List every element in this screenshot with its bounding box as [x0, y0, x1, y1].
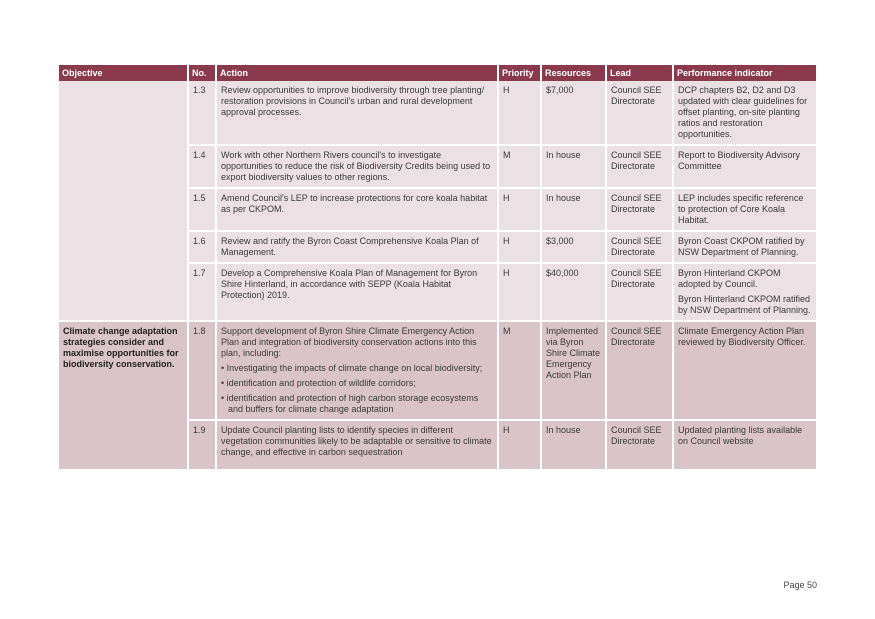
row-no: 1.8: [188, 321, 216, 420]
row-action: Review and ratify the Byron Coast Comprehensive Koala Plan of Management.: [216, 231, 498, 263]
row-resources: In house: [541, 188, 606, 231]
action-intro: Support development of Byron Shire Climate Emergency Action Plan and integration of biodiversity conservation actions into this plan, including:: [221, 326, 477, 358]
indicator-line-2: Byron Hinterland CKPOM ratified by NSW Department of Planning.: [678, 294, 811, 315]
row-indicator: LEP includes specific reference to protection of Core Koala Habitat.: [673, 188, 816, 231]
header-performance-indicator: Performance indicator: [673, 65, 816, 81]
action-bullet: • identification and protection of high carbon storage ecosystems and buffers for climate change adaptation: [221, 393, 479, 414]
row-indicator: [673, 263, 816, 321]
row-resources: Implemented via Byron Shire Climate Emergency Action Plan: [541, 321, 606, 420]
action-plan-table: [59, 65, 816, 471]
row-action: Amend Council's LEP to increase protections for core koala habitat as per CKPOM.: [216, 188, 498, 231]
row-priority: H: [498, 263, 541, 321]
row-priority: M: [498, 145, 541, 188]
row-resources: $7,000: [541, 81, 606, 145]
row-no: 1.3: [188, 81, 216, 145]
row-priority: M: [498, 321, 541, 420]
row-no: 1.6: [188, 231, 216, 263]
objective-climate-change: Climate change adaptation strategies consider and maximise opportunities for biodiversity conservation.: [59, 321, 188, 470]
header-lead: Lead: [606, 65, 673, 81]
row-resources: In house: [541, 145, 606, 188]
row-lead: Council SEE Directorate: [606, 188, 673, 231]
row-indicator: Report to Biodiversity Advisory Committee: [673, 145, 816, 188]
indicator-line-1: Byron Hinterland CKPOM adopted by Council.: [678, 268, 781, 289]
header-priority: Priority: [498, 65, 541, 81]
row-priority: H: [498, 231, 541, 263]
row-no: 1.7: [188, 263, 216, 321]
row-priority: H: [498, 188, 541, 231]
header-objective: Objective: [59, 65, 188, 81]
table-row: [59, 321, 816, 420]
row-lead: Council SEE Directorate: [606, 145, 673, 188]
row-lead: Council SEE Directorate: [606, 263, 673, 321]
row-action: Update Council planting lists to identify species in different vegetation communities likely to be adaptable or sensitive to climate change, and effective in carbon sequestration: [216, 420, 498, 470]
objective-cell-empty: [59, 81, 188, 321]
action-bullet: • Investigating the impacts of climate change on local biodiversity;: [221, 363, 483, 373]
header-resources: Resources: [541, 65, 606, 81]
row-lead: Council SEE Directorate: [606, 420, 673, 470]
table-header-row: [59, 65, 816, 81]
row-lead: Council SEE Directorate: [606, 321, 673, 420]
row-resources: $3,000: [541, 231, 606, 263]
row-priority: H: [498, 81, 541, 145]
row-resources: In house: [541, 420, 606, 470]
row-no: 1.4: [188, 145, 216, 188]
row-no: 1.5: [188, 188, 216, 231]
row-indicator: Byron Coast CKPOM ratified by NSW Department of Planning.: [673, 231, 816, 263]
header-action: Action: [216, 65, 498, 81]
row-action: [216, 321, 498, 420]
row-priority: H: [498, 420, 541, 470]
page-number: Page 50: [783, 580, 817, 590]
row-no: 1.9: [188, 420, 216, 470]
row-lead: Council SEE Directorate: [606, 81, 673, 145]
row-action: Develop a Comprehensive Koala Plan of Management for Byron Shire Hinterland, in accordance with SEPP (Koala Habitat Protection) 2019.: [216, 263, 498, 321]
row-action: Review opportunities to improve biodiversity through tree planting/ restoration provisions in Council's urban and rural development approval processes.: [216, 81, 498, 145]
header-no: No.: [188, 65, 216, 81]
row-lead: Council SEE Directorate: [606, 231, 673, 263]
row-resources: $40,000: [541, 263, 606, 321]
table-row: [59, 81, 816, 145]
action-bullet: • identification and protection of wildlife corridors;: [221, 378, 416, 388]
row-indicator: DCP chapters B2, D2 and D3 updated with clear guidelines for offset planting, on-site planting ratios and restoration opportunities.: [673, 81, 816, 145]
row-action: Work with other Northern Rivers council's to investigate opportunities to reduce the risk of Biodiversity Credits being used to export biodiversity values to other regions.: [216, 145, 498, 188]
row-indicator: Updated planting lists available on Council website: [673, 420, 816, 470]
row-indicator: Climate Emergency Action Plan reviewed by Biodiversity Officer.: [673, 321, 816, 420]
